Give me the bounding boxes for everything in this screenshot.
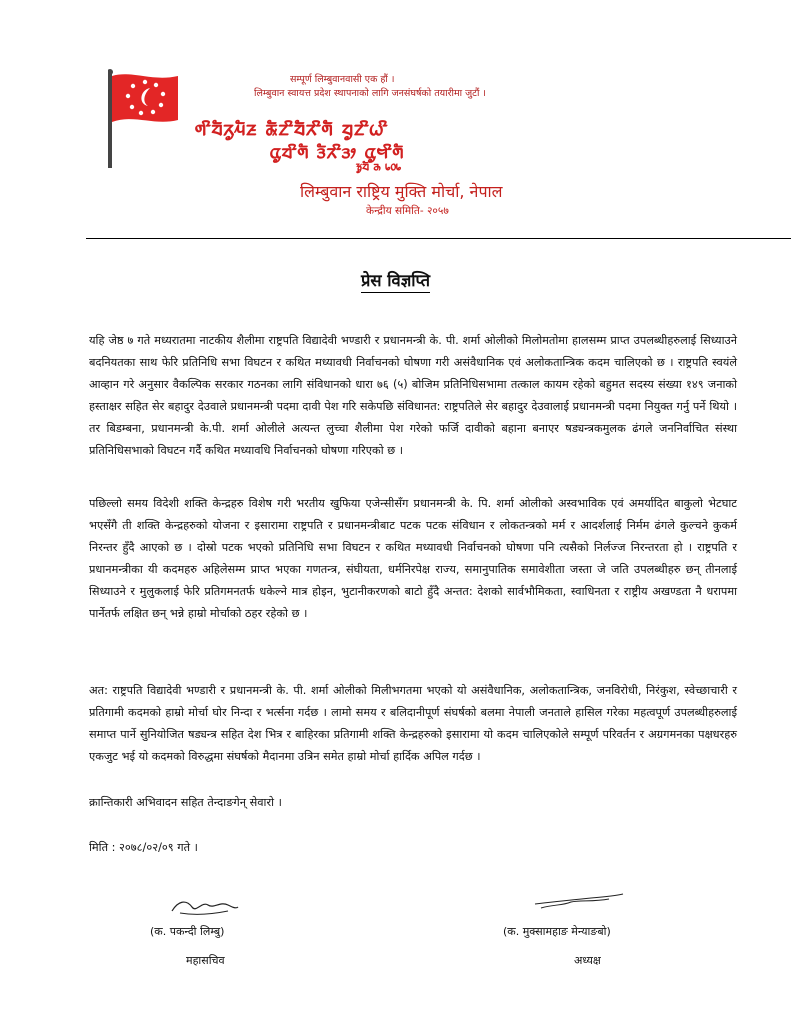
signature-mark	[168, 895, 240, 919]
body-paragraph-2: पछिल्लो समय विदेशी शक्ति केन्द्रहरु विशेष गरी भरतीय खुफिया एजेन्सीसँग प्रधानमन्त्री के. पि. शर्मा ओलीको अस्वभाविक एवं अमर्यादित बाकुलो भेटघाट भएसँगै ती शक्ति केन्द्रहरुको योजना र इसारामा राष्ट्रपति र प्रधानमन्त्रीबाट पटक पटक संविधान र लोकतन्त्रको मर्म र आदर्शलाई निर्मम ढंगले कुल्चने कुकर्म निरन्तर हुँदै आएको छ । दोस्रो पटक भएको प्रतिनिधि सभा विघटन र कथित मध्यावधी निर्वाचनको घोषणा पनि त्यसैको निर्लज्ज निरन्तरता हो । राष्ट्रपति र प्रधानमन्त्रीका यी कदमहरु अहिलेसम्म प्राप्त भएका गणतन्त्र, संघीयता, धर्मनिरपेक्ष राज्य, समानुपातिक समावेशीता जस्ता जे जति उपलब्धीहरु छन् तीनलाई सिध्याउने र मुलुकलाई फेरि प्रतिगमनतर्फ धकेल्ने मात्र होइन, भुटानीकरणको बाटो हुँदै अन्तत: देशको सार्वभौमिकता, स्वाधिनता र राष्ट्रीय अखण्डता नै धरापमा पार्नेतर्फ लक्षित छन् भन्ने हाम्रो मोर्चाको ठहर रहेको छ ।	[89, 497, 737, 620]
limbu-script-line-3: ᤃᤢᤔᤠ ᤌ ᥇᥆᥇	[356, 159, 402, 174]
organization-name: लिम्बुवान राष्ट्रिय मुक्ति मोर्चा, नेपाल	[300, 182, 503, 201]
limbu-script-line-2: ᤂᤢᤔᤡᤛᤠ ᤋᤠᤖᤡᤋᤣ ᤂᤢᤗᤡᤛᤠ	[270, 139, 405, 163]
document-title	[0, 268, 791, 291]
body-paragraph-1: यहि जेष्ठ ७ गते मध्यरातमा नाटकीय शैलीमा राष्ट्रपति विद्यादेवी भण्डारी र प्रधानमन्त्री के. पी. शर्मा ओलीको मिलोमतोमा हालसम्म प्राप्त उपलब्धीहरुलाई सिध्याउने बदनियतका साथ फेरि प्रतिनिधि सभा विघटन र कथित मध्यावधी निर्वाचनको घोषणा गरी असंवैधानिक एवं अलोकतान्त्रिक कदम चालिएको छ । राष्ट्रपति स्वयंले आव्हान गरे अनुसार वैकल्पिक सरकार गठनका लागि संविधानको धारा ७६ (५) बोजिम प्रतिनिधिसभामा तत्काल कायम रहेको बहुमत सदस्य संख्या १४९ जनाको हस्ताक्षर सहित सेर बहादुर देउवाले प्रधानमन्त्री पदमा दावी पेश गरि सकेपछि संविधानत: राष्ट्रपतिले सेर बहादुर देउवालाई प्रधानमन्त्री पदमा नियुक्त गर्नु पर्ने थियो । तर बिडम्बना, प्रधानमन्त्री के.पी. शर्मा ओलीले अत्यन्त लुच्चा शैलीमा पेश गरेको फर्जि दावीको बहाना बनाएर षड्यन्त्रकमुलक ढंगले जननिर्वाचित संस्था प्रतिनिधिसभाको विघटन गर्दै कथित मध्यावधि निर्वाचनको घोषणा गरिएको छ ।	[89, 334, 737, 457]
committee-label: केन्द्रीय समिति- २०५७	[366, 205, 449, 217]
signatory-title-2: अध्यक्ष	[574, 954, 601, 967]
salutation: क्रान्तिकारी अभिवादन सहित तेन्दाङगेन् सेवारो ।	[89, 796, 282, 809]
flag-icon	[108, 66, 180, 168]
body-paragraph-3: अत: राष्ट्रपति विद्यादेवी भण्डारी र प्रधानमन्त्री के. पी. शर्मा ओलीको मिलीभगतमा भएको यो असंवैधानिक, अलोकतान्त्रिक, जनविरोधी, निरंकुश, स्वेच्छाचारी र प्रतिगामी कदमको हाम्रो मोर्चा घोर निन्दा र भर्त्सना गर्दछ । लामो समय र बलिदानीपूर्ण संघर्षको बलमा नेपाली जनताले हासिल गरेका महत्वपूर्ण उपलब्धीहरुलाई समाप्त पार्ने सुनियोजित षड्यन्त्र सहित देश भित्र र बाहिरका प्रतिगामी शक्ति केन्द्रहरुको इसारामा यो कदम चालिएकोले सम्पूर्ण परिवर्तन र अग्रगमनका पक्षधरहरु एकजुट भई यो कदमको विरुद्धमा संघर्षको मैदानमा उत्रिन समेत हाम्रो मोर्चा हार्दिक अपिल गर्दछ ।	[89, 684, 737, 763]
signatory-name-2: (क. मुक्सामहाङ मेन्याङबो)	[503, 925, 611, 938]
header-divider	[86, 238, 791, 239]
document-date: मिति : २०७८/०२/०९ गते ।	[89, 841, 198, 854]
tagline-secondary: लिम्बुवान स्वायत्त प्रदेश स्थापनाको लागि जनसंघर्षको तयारीमा जुटौं ।	[254, 88, 487, 99]
signatory-name-1: (क. पकन्दी लिम्बु)	[150, 925, 225, 938]
document-title-text: प्रेस विज्ञप्ति	[361, 271, 430, 293]
signature-mark	[531, 890, 627, 912]
limbu-script-line-1: ᤛᤡᤔᤠᤖᤢᤘᤠᤏ ᤊᤠᤁᤡᤔᤠᤖᤡᤛᤠ ᤔᤢᤁᤡᤐᤡ	[195, 116, 389, 140]
signatory-title-1: महासचिव	[186, 954, 225, 967]
tagline-primary: सम्पूर्ण लिम्बुवानवासी एक हौं ।	[290, 74, 395, 85]
